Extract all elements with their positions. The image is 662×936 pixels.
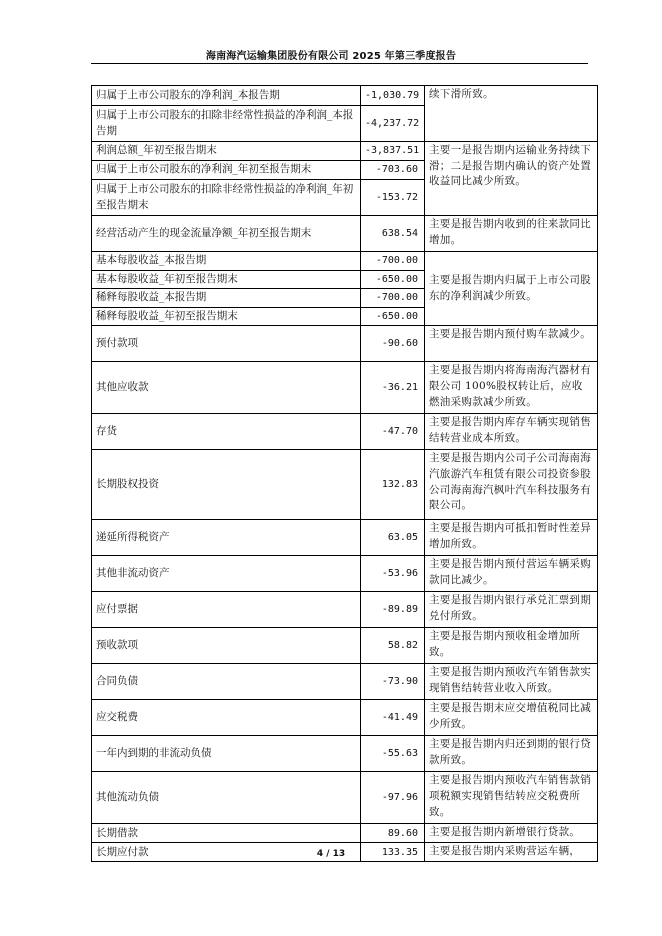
header-divider [91,63,588,64]
table-row [92,556,598,592]
item-cell: 其他流动负债 [92,772,361,824]
table-row [92,628,598,664]
note-cell: 主要是报告期内公司子公司海南海汽旅游汽车租赁有限公司投资参股公司海南海汽枫叶汽车科技服务有限公司。 [425,450,598,520]
table-row [92,520,598,556]
value-cell: -3,837.51 [361,142,425,161]
note-cell: 主要是报告期末应交增值税同比减少所致。 [425,700,598,736]
value-cell: -153.72 [361,180,425,216]
item-cell: 应付票据 [92,592,361,628]
note-cell: 主要是报告期内新增银行贷款。 [425,824,598,843]
note-cell: 主要是报告期内可抵扣暂时性差异增加所致。 [425,520,598,556]
value-cell: -90.60 [361,326,425,362]
item-cell: 长期股权投资 [92,450,361,520]
item-cell: 其他非流动资产 [92,556,361,592]
note-cell: 主要是报告期内银行承兑汇票到期兑付所致。 [425,592,598,628]
change-analysis-table [91,85,598,862]
table-row [92,700,598,736]
value-cell: -700.00 [361,252,425,271]
value-cell: 133.35 [361,843,425,862]
value-cell: -650.00 [361,307,425,326]
note-cell: 主要是报告期内归属于上市公司股东的净利润减少所致。 [425,252,598,326]
value-cell: -47.70 [361,414,425,450]
note-cell: 续下滑所致。 [425,86,598,142]
note-cell: 主要是报告期内将海南海汽器材有限公司 100%股权转让后，应收燃油采购款减少所致。 [425,362,598,414]
item-cell: 归属于上市公司股东的扣除非经常性损益的净利润_本报告期 [92,106,361,142]
report-header: 海南海汽运输集团股份有限公司 2025 年第三季度报告 [205,51,457,62]
note-cell: 主要是报告期内预付购车款减少。 [425,326,598,362]
note-cell: 主要是报告期内采购营运车辆， [425,843,598,862]
item-cell: 基本每股收益_年初至报告期末 [92,270,361,289]
item-cell: 预收款项 [92,628,361,664]
item-cell: 递延所得税资产 [92,520,361,556]
value-cell: -703.60 [361,161,425,180]
table-row [92,592,598,628]
item-cell: 合同负债 [92,664,361,700]
page-number: 4 / 13 [316,849,346,859]
note-cell: 主要是报告期内收到的往来款同比增加。 [425,216,598,252]
table-row [92,252,598,271]
note-cell: 主要一是报告期内运输业务持续下滑；二是报告期内确认的资产处置收益同比减少所致。 [425,142,598,216]
value-cell: -700.00 [361,289,425,308]
item-cell: 归属于上市公司股东的扣除非经常性损益的净利润_年初至报告期末 [92,180,361,216]
table-row [92,736,598,772]
value-cell: -73.90 [361,664,425,700]
note-cell: 主要是报告期内预收汽车销售款实现销售结转营业收入所致。 [425,664,598,700]
item-cell: 利润总额_年初至报告期末 [92,142,361,161]
item-cell: 归属于上市公司股东的净利润_年初至报告期末 [92,161,361,180]
value-cell: 638.54 [361,216,425,252]
item-cell: 基本每股收益_本报告期 [92,252,361,271]
item-cell: 长期借款 [92,824,361,843]
note-cell: 主要是报告期内库存车辆实现销售结转营业成本所致。 [425,414,598,450]
value-cell: -53.96 [361,556,425,592]
value-cell: -1,030.79 [361,86,425,106]
note-cell: 主要是报告期内预付营运车辆采购款同比减少。 [425,556,598,592]
note-cell: 主要是报告期内预收租金增加所致。 [425,628,598,664]
table-row [92,450,598,520]
table-row [92,326,598,362]
item-cell: 预付款项 [92,326,361,362]
table-row [92,772,598,824]
value-cell: -36.21 [361,362,425,414]
table-row [92,216,598,252]
item-cell: 应交税费 [92,700,361,736]
table-row [92,824,598,843]
value-cell: -41.49 [361,700,425,736]
item-cell: 稀释每股收益_本报告期 [92,289,361,308]
item-cell: 经营活动产生的现金流量净额_年初至报告期末 [92,216,361,252]
item-cell: 一年内到期的非流动负债 [92,736,361,772]
table-row [92,414,598,450]
value-cell: -650.00 [361,270,425,289]
note-cell: 主要是报告期内归还到期的银行贷款所致。 [425,736,598,772]
item-cell: 归属于上市公司股东的净利润_本报告期 [92,86,361,106]
table-row [92,142,598,161]
value-cell: 132.83 [361,450,425,520]
item-cell: 存货 [92,414,361,450]
table-row [92,362,598,414]
table-row [92,664,598,700]
value-cell: -55.63 [361,736,425,772]
value-cell: -89.89 [361,592,425,628]
value-cell: -4,237.72 [361,106,425,142]
value-cell: 63.05 [361,520,425,556]
item-cell: 稀释每股收益_年初至报告期末 [92,307,361,326]
item-cell: 其他应收款 [92,362,361,414]
value-cell: 89.60 [361,824,425,843]
table-row [92,86,598,106]
value-cell: -97.96 [361,772,425,824]
note-cell: 主要是报告期内预收汽车销售款销项税额实现销售结转应交税费所致。 [425,772,598,824]
value-cell: 58.82 [361,628,425,664]
item-cell: 长期应付款 [92,843,361,862]
